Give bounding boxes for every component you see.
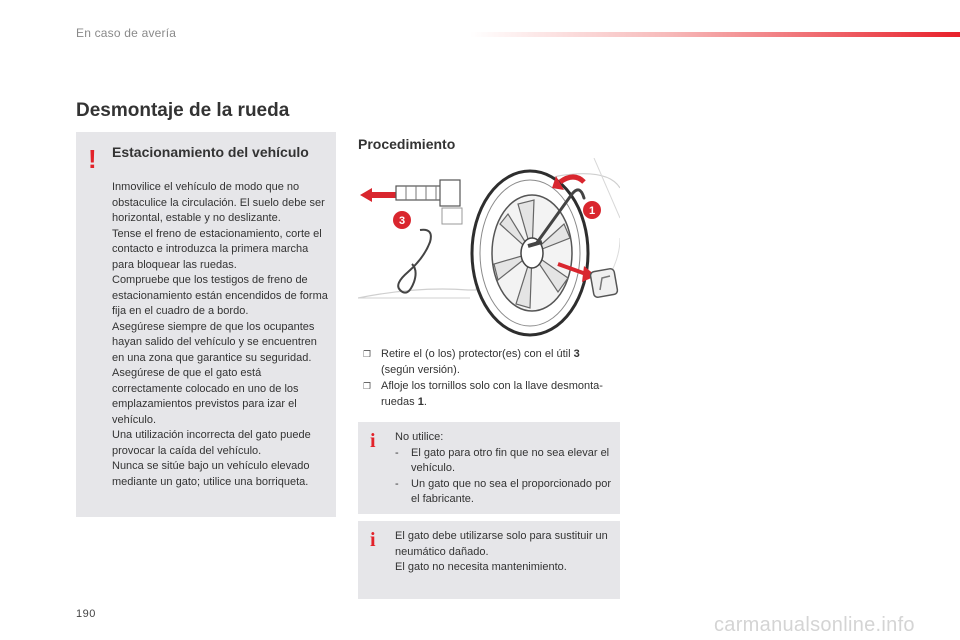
info-icon: i — [370, 430, 376, 452]
info-box-maintenance — [358, 521, 620, 599]
warning-paragraph: Tense el freno de estacionamiento, corte el contacto e introduzca la primera marcha para bloquear las ruedas. — [112, 227, 322, 271]
info-icon: i — [370, 529, 376, 551]
callout-3-label: 3 — [398, 215, 406, 227]
procedure-step: ❐ Retire el (o los) protector(es) con el útil 3 (según versión). — [363, 348, 580, 376]
procedure-steps — [363, 347, 613, 411]
list-item: - El gato para otro fin que no sea elevar el vehículo. — [395, 446, 610, 474]
watermark: carmanualsonline.info — [714, 614, 915, 636]
callout-1-label: 1 — [588, 205, 596, 217]
bullet-icon: ❐ — [363, 349, 372, 359]
info-box-usage — [358, 422, 620, 514]
wheel-removal-illustration — [358, 158, 620, 340]
warning-box — [76, 132, 336, 517]
header-accent-stripe — [470, 32, 960, 37]
warning-paragraph: Inmovilice el vehículo de modo que no obstaculice la circulación. El suelo debe ser horizontal, estable y no deslizante. — [112, 181, 325, 224]
procedure-title: Procedimiento — [358, 136, 456, 152]
callout-1-icon — [583, 201, 601, 219]
info-paragraph: El gato debe utilizarse solo para sustituir un neumático dañado. — [395, 530, 608, 558]
warning-paragraph: Compruebe que los testigos de freno de estacionamiento están encendidos de forma fija en el cuadro de a bordo. — [112, 274, 328, 317]
warning-paragraph: Asegúrese de que el gato está correctamente colocado en uno de los emplazamientos previstos para izar el vehículo. — [112, 367, 299, 426]
warning-paragraph: Asegúrese siempre de que los ocupantes hayan salido del vehículo y se encuentren en una zona que garantice su seguridad. — [112, 320, 317, 364]
warning-body — [112, 180, 332, 490]
exclamation-icon: ! — [88, 144, 97, 174]
info-paragraph: El gato no necesita mantenimiento. — [395, 561, 567, 573]
section-label: En caso de avería — [76, 26, 177, 40]
list-item: - Un gato que no sea el proporcionado por el fabricante. — [395, 477, 611, 505]
warning-title: Estacionamiento del vehículo — [112, 144, 309, 160]
info-text — [395, 430, 613, 508]
bullet-icon: ❐ — [363, 381, 372, 391]
info-intro: No utilice: — [395, 431, 444, 443]
page-number: 190 — [76, 608, 96, 620]
warning-paragraph: Una utilización incorrecta del gato puede provocar la caída del vehículo. — [112, 429, 311, 457]
warning-paragraph: Nunca se sitúe bajo un vehículo elevado mediante un gato; utilice una borriqueta. — [112, 460, 310, 488]
callout-3-icon — [393, 211, 411, 229]
info-text — [395, 529, 613, 576]
page-title: Desmontaje de la rueda — [76, 100, 290, 121]
procedure-step: ❐ Afloje los tornillos solo con la llave desmonta-ruedas 1. — [363, 380, 603, 408]
